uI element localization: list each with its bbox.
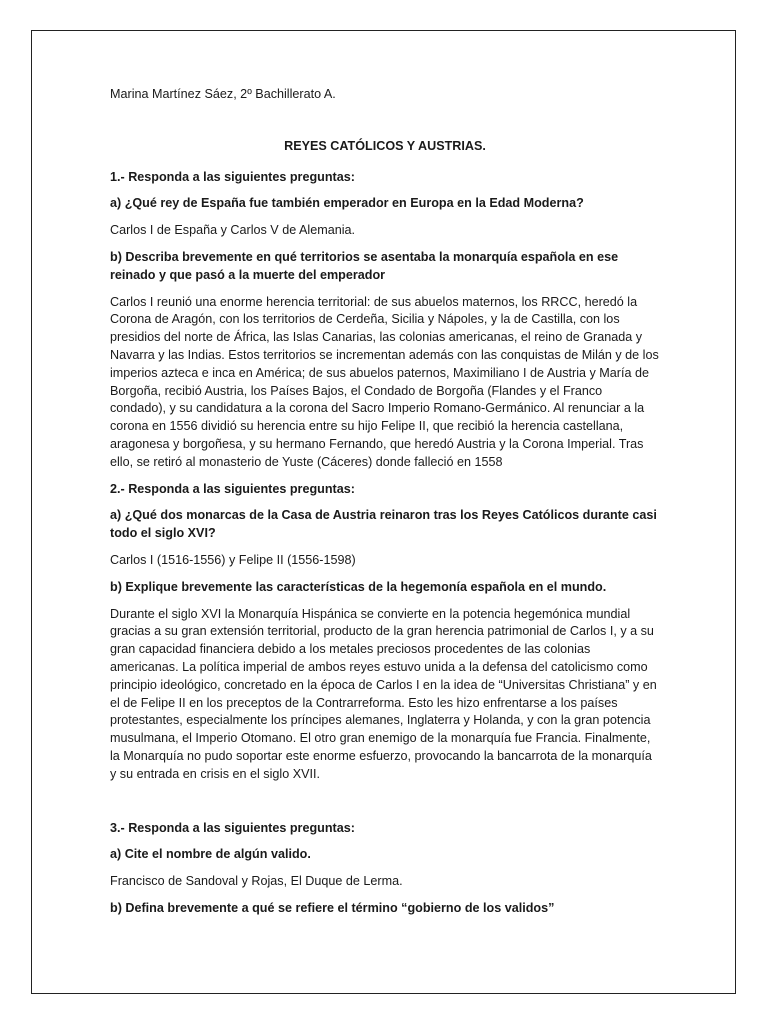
question-text: a) ¿Qué dos monarcas de la Casa de Austria reinaron tras los Reyes Católicos durante casi todo el siglo XVI?	[110, 508, 657, 541]
section-heading: 1.- Responda a las siguientes preguntas:	[110, 169, 355, 184]
document-body	[110, 86, 660, 927]
section-heading: 3.- Responda a las siguientes preguntas:	[110, 820, 355, 835]
answer-text: Carlos I (1516-1556) y Felipe II (1556-1598)	[110, 552, 356, 567]
answer-text: Francisco de Sandoval y Rojas, El Duque de Lerma.	[110, 874, 403, 889]
section-heading: 2.- Responda a las siguientes preguntas:	[110, 481, 355, 496]
document-title: REYES CATÓLICOS Y AUSTRIAS.	[284, 138, 486, 153]
author-line: Marina Martínez Sáez, 2º Bachillerato A.	[110, 87, 336, 101]
answer-text: Carlos I de España y Carlos V de Alemania.	[110, 223, 356, 238]
question-text: b) Describa brevemente en qué territorios se asentaba la monarquía española en ese reinado y que pasó a la muerte del emperador	[110, 249, 619, 282]
question-text: b) Explique brevemente las características de la hegemonía española en el mundo.	[110, 579, 607, 594]
answer-text: Durante el siglo XVI la Monarquía Hispánica se convierte en la potencia hegemónica mundial gracias a su gran extensión territorial, producto de la gran herencia patrimonial de Carlos I, y a su gran capacidad financiera debido a los metales preciosos procedentes de las colonias americanas. La política imperial de ambos reyes estuvo unida a la defensa del catolicismo como principio ideológico, concretado en la época de Carlos I en la idea de “Universitas Christiana” y en el de Felipe II en los preceptos de la Contrarreforma. Esto les hizo enfrentarse a los países protestantes, especialmente los príncipes alemanes, Inglaterra y Holanda, y con la gran potencia musulmana, el Imperio Otomano. El otro gran enemigo de la monarquía fue Francia. Finalmente, la Monarquía no pudo soportar este enorme esfuerzo, provocando la bancarrota de la monarquía y su entrada en crisis en el siglo XVII.	[110, 606, 657, 781]
question-text: a) ¿Qué rey de España fue también emperador en Europa en la Edad Moderna?	[110, 196, 584, 211]
answer-text: Carlos I reunió una enorme herencia territorial: de sus abuelos maternos, los RRCC, heredó la Corona de Aragón, con los territorios de Cerdeña, Sicilia y Nápoles, y la de Castilla, con los presidios del norte de África, las Islas Canarias, las colonias americanas, el reino de Granada y Navarra y las Indias. Estos territorios se incrementan además con las conquistas de Milán y de los imperios azteca e inca en América; de sus abuelos paternos, Maximiliano I de Austria y María de Borgoña, recibió Austria, los Países Bajos, el Condado de Borgoña (Flandes y el Franco condado), y su candidatura a la corona del Sacro Imperio Romano-Germánico. Al renunciar a la corona en 1556 dividió su herencia entre su hijo Felipe II, que recibió la herencia castellana, aragonesa y borgoñesa, y su hermano Fernando, que heredó Austria y la Corona Imperial. Tras ello, se retiró al monasterio de Yuste (Cáceres) donde falleció en 1558	[110, 294, 659, 469]
question-text: b) Defina brevemente a qué se refiere el término “gobierno de los validos”	[110, 900, 555, 915]
question-text: a) Cite el nombre de algún valido.	[110, 847, 311, 862]
